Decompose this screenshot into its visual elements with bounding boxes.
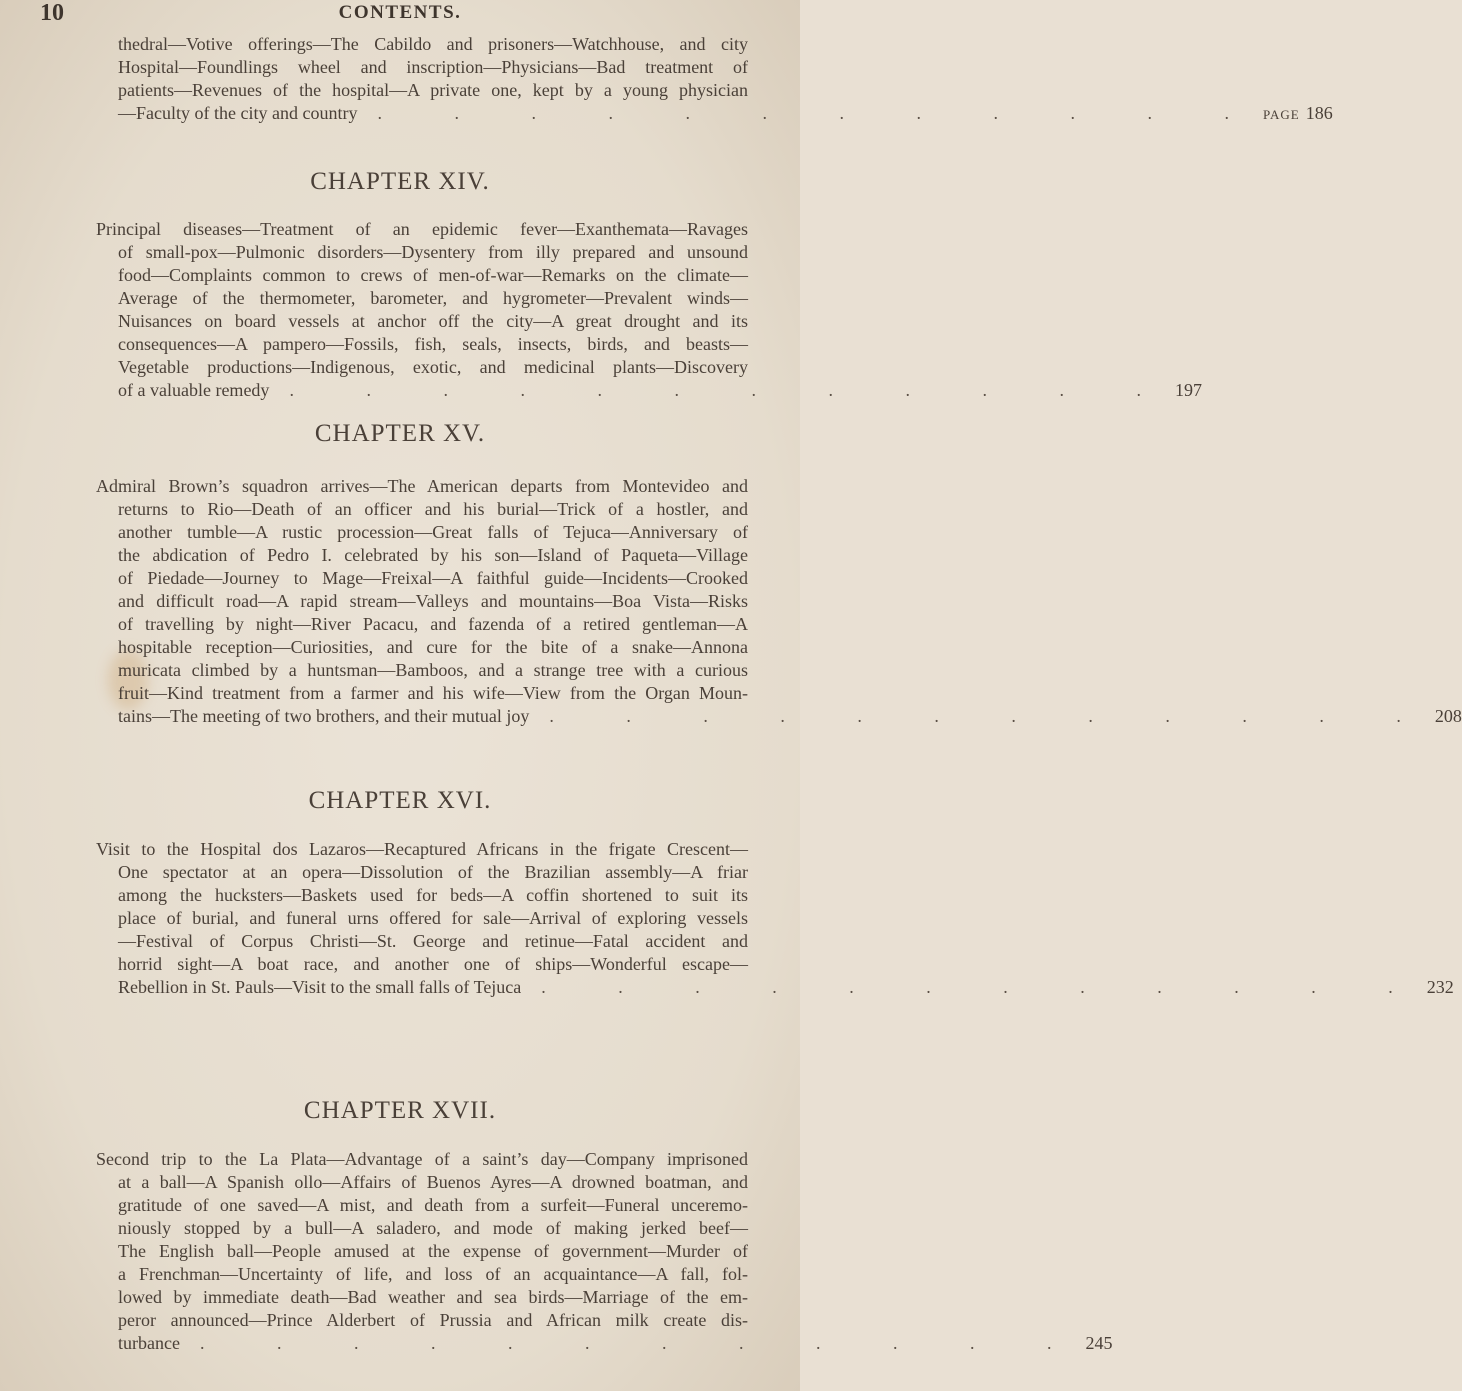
- entry-line: another tumble—A rustic procession—Great falls of Tejuca—Anniversary of: [118, 522, 748, 542]
- contents-entry: [96, 838, 1454, 999]
- entry-line: hospitable reception—Curiosities, and cure for the bite of a snake—Annona: [118, 637, 748, 657]
- entry-line: a Frenchman—Uncertainty of life, and loss of an acquaintance—A fall, fol-: [118, 1264, 748, 1284]
- contents-entry: [96, 218, 1202, 402]
- leader-dots: . . . . . . . . . . . .: [541, 977, 1427, 997]
- contents-entry: [96, 475, 1462, 728]
- leader-dots: . . . . . . . . . . . .: [377, 103, 1263, 123]
- entry-line: food—Complaints common to crews of men-of-war—Remarks on the climate—: [118, 265, 748, 285]
- entry-line: [118, 102, 1333, 125]
- entry-line: Principal diseases—Treatment of an epidemic fever—Exanthemata—Ravages: [96, 219, 748, 239]
- entry-line: niously stopped by a bull—A saladero, and mode of making jerked beef—: [118, 1218, 748, 1238]
- entry-line-text: tains—The meeting of two brothers, and their mutual joy: [118, 706, 530, 726]
- page-reference: [1427, 976, 1454, 999]
- entry-line-text: of a valuable remedy: [118, 380, 270, 400]
- page-number-ref: 186: [1305, 103, 1333, 123]
- entry-line: of small-pox—Pulmonic disorders—Dysentery from illy prepared and unsound: [118, 242, 748, 262]
- entry-line: muricata climbed by a huntsman—Bamboos, and a strange tree with a curious: [118, 660, 748, 680]
- page-number: 10: [40, 0, 64, 26]
- entry-line: fruit—Kind treatment from a farmer and his wife—View from the Organ Moun-: [118, 683, 748, 703]
- page-number-ref: 208: [1434, 706, 1462, 726]
- entry-line: thedral—Votive offerings—The Cabildo and prisoners—Watchhouse, and city: [118, 34, 748, 54]
- running-title: CONTENTS.: [338, 2, 462, 23]
- entry-line: patients—Revenues of the hospital—A private one, kept by a young physician: [118, 80, 748, 100]
- entry-line: [118, 1332, 1113, 1355]
- entry-line: —Festival of Corpus Christi—St. George and retinue—Fatal accident and: [118, 931, 748, 951]
- entry-line: Nuisances on board vessels at anchor off the city—A great drought and its: [118, 311, 748, 331]
- entry-line-text: —Faculty of the city and country: [118, 103, 358, 123]
- entry-line: One spectator at an opera—Dissolution of the Brazilian assembly—A friar: [118, 862, 748, 882]
- entry-line: of Piedade—Journey to Mage—Freixal—A faithful guide—Incidents—Crooked: [118, 568, 748, 588]
- entry-line: The English ball—People amused at the expense of government—Murder of: [118, 1241, 748, 1261]
- leader-dots: . . . . . . . . . . . .: [199, 1333, 1086, 1353]
- entry-line: place of burial, and funeral urns offered for sale—Arrival of exploring vessels: [118, 908, 748, 928]
- entry-line: consequences—A pampero—Fossils, fish, seals, insects, birds, and beasts—: [118, 334, 748, 354]
- entry-line: [118, 379, 1202, 402]
- page-reference: [1175, 379, 1202, 402]
- entry-line: gratitude of one saved—A mist, and death from a surfeit—Funeral uncеremo-: [118, 1195, 748, 1215]
- entry-line-text: turbance: [118, 1333, 180, 1353]
- page-reference: [1263, 102, 1333, 125]
- entry-line: [118, 976, 1454, 999]
- entry-line: horrid sight—A boat race, and another one of ships—Wonderful escape—: [118, 954, 748, 974]
- entry-line-text: Rebellion in St. Pauls—Visit to the small falls of Tejuca: [118, 977, 522, 997]
- entry-line: of travelling by night—River Pacacu, and fazenda of a retired gentleman—A: [118, 614, 748, 634]
- entry-line: lowed by immediate death—Bad weather and sea birds—Marriage of the em-: [118, 1287, 748, 1307]
- chapter-heading: CHAPTER XVII.: [303, 1097, 497, 1124]
- entry-line: at a ball—A Spanish ollo—Affairs of Buenos Ayres—A drowned boatman, and: [118, 1172, 748, 1192]
- entry-line: peror announced—Prince Alderbert of Prussia and African milk create dis-: [118, 1310, 748, 1330]
- entry-line: among the hucksters—Baskets used for beds—A coffin shortened to suit its: [118, 885, 748, 905]
- chapter-heading: CHAPTER XVI.: [308, 787, 492, 814]
- entry-line: returns to Rio—Death of an officer and his burial—Trick of a hostler, and: [118, 499, 748, 519]
- entry-line: Vegetable productions—Indigenous, exotic, and medicinal plants—Discovery: [118, 357, 748, 377]
- entry-line: the abdication of Pedro I. celebrated by his son—Island of Paqueta—Village: [118, 545, 748, 565]
- page-number-ref: 197: [1174, 380, 1202, 400]
- entry-line: and difficult road—A rapid stream—Valleys and mountains—Boa Vista—Risks: [118, 591, 748, 611]
- chapter-heading: CHAPTER XV.: [314, 420, 486, 447]
- leader-dots: . . . . . . . . . . . .: [289, 380, 1175, 400]
- page-reference: [1085, 1332, 1112, 1355]
- contents-entry: [96, 1148, 1113, 1355]
- page-number-ref: 245: [1085, 1333, 1113, 1353]
- entry-line: Average of the thermometer, barometer, and hygrometer—Prevalent winds—: [118, 288, 748, 308]
- contents-entry: [118, 33, 1333, 125]
- entry-line: Hospital—Foundlings wheel and inscription—Physicians—Bad treatment of: [118, 57, 748, 77]
- entry-line: [118, 705, 1462, 728]
- entry-line: Visit to the Hospital dos Lazaros—Recaptured Africans in the frigate Crescent—: [96, 839, 748, 859]
- leader-dots: . . . . . . . . . . . .: [549, 706, 1435, 726]
- entry-line: Admiral Brown’s squadron arrives—The American departs from Montevideo and: [96, 476, 748, 496]
- page-label: PAGE: [1262, 107, 1300, 122]
- page-number-ref: 232: [1426, 977, 1454, 997]
- page-reference: [1435, 705, 1462, 728]
- chapter-heading: CHAPTER XIV.: [310, 168, 490, 195]
- entry-line: Second trip to the La Plata—Advantage of a saint’s day—Company imprisoned: [96, 1149, 748, 1169]
